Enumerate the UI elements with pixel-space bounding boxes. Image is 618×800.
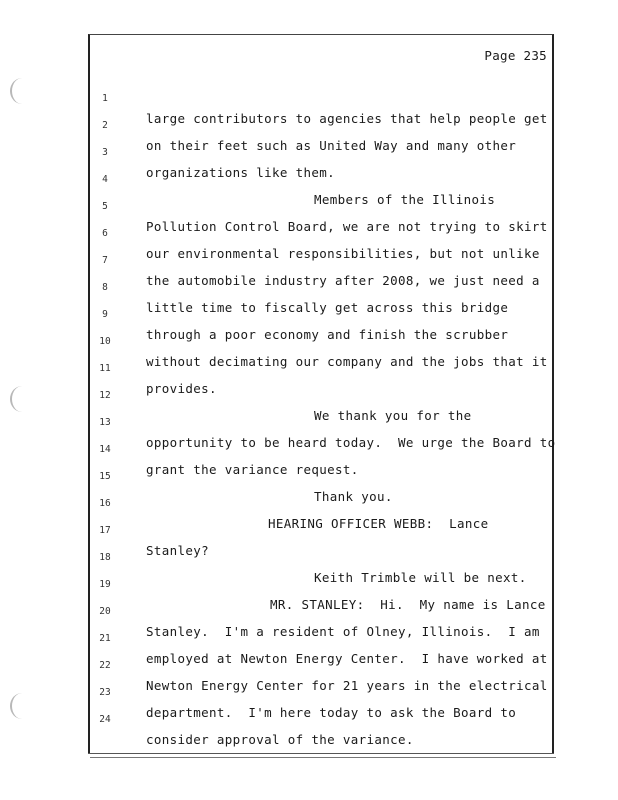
line-text: HEARING OFFICER WEBB: Lance (268, 516, 489, 531)
line-text: Members of the Illinois (314, 192, 496, 207)
line-text: Stanley? (146, 543, 210, 558)
line-number: 14 (99, 444, 111, 455)
line-text: opportunity to be heard today. We urge the Board to (146, 435, 556, 450)
line-number: 3 (102, 147, 108, 158)
line-text: little time to fiscally get across this bridge (146, 300, 509, 315)
line-text: provides. (146, 381, 217, 396)
page-number: Page 235 (484, 48, 547, 63)
page-bottom-rule (88, 753, 554, 754)
line-text: on their feet such as United Way and many other (146, 138, 517, 153)
line-number: 17 (99, 525, 111, 536)
line-number: 4 (102, 174, 108, 185)
line-number: 16 (99, 498, 111, 509)
line-text: department. I'm here today to ask the Board to (146, 705, 517, 720)
line-text: large contributors to agencies that help people get (146, 111, 548, 126)
line-number: 10 (99, 336, 111, 347)
punch-hole-top (10, 78, 34, 104)
line-text: the automobile industry after 2008, we just need a (146, 273, 540, 288)
line-number: 6 (102, 228, 108, 239)
line-text: MR. STANLEY: Hi. My name is Lance (270, 597, 546, 612)
line-number: 19 (99, 579, 111, 590)
line-text: consider approval of the variance. (146, 732, 414, 747)
line-number: 8 (102, 282, 108, 293)
line-text: our environmental responsibilities, but not unlike (146, 246, 540, 261)
line-number: 1 (102, 93, 108, 104)
punch-hole-bottom (10, 693, 34, 719)
line-number: 11 (99, 363, 111, 374)
line-text: organizations like them. (146, 165, 336, 180)
line-text: grant the variance request. (146, 462, 359, 477)
line-number: 24 (99, 714, 111, 725)
line-text: Keith Trimble will be next. (314, 570, 527, 585)
line-text: Newton Energy Center for 21 years in the electrical (146, 678, 548, 693)
line-text: through a poor economy and finish the scrubber (146, 327, 509, 342)
line-text: employed at Newton Energy Center. I have worked at (146, 651, 548, 666)
line-number: 9 (102, 309, 108, 320)
line-number: 7 (102, 255, 108, 266)
line-number: 13 (99, 417, 111, 428)
line-number: 20 (99, 606, 111, 617)
line-number: 22 (99, 660, 111, 671)
line-number: 12 (99, 390, 111, 401)
line-number: 21 (99, 633, 111, 644)
line-number: 2 (102, 120, 108, 131)
line-number: 23 (99, 687, 111, 698)
page-bottom-rule-shadow (90, 757, 556, 758)
line-number: 18 (99, 552, 111, 563)
transcript-line (92, 69, 552, 126)
line-text: Pollution Control Board, we are not trying to skirt (146, 219, 548, 234)
line-text: Thank you. (314, 489, 393, 504)
line-number: 15 (99, 471, 111, 482)
punch-hole-middle (10, 386, 34, 412)
line-number: 5 (102, 201, 108, 212)
line-text: We thank you for the (314, 408, 472, 423)
line-text: Stanley. I'm a resident of Olney, Illinois. I am (146, 624, 540, 639)
line-text: without decimating our company and the jobs that it (146, 354, 548, 369)
